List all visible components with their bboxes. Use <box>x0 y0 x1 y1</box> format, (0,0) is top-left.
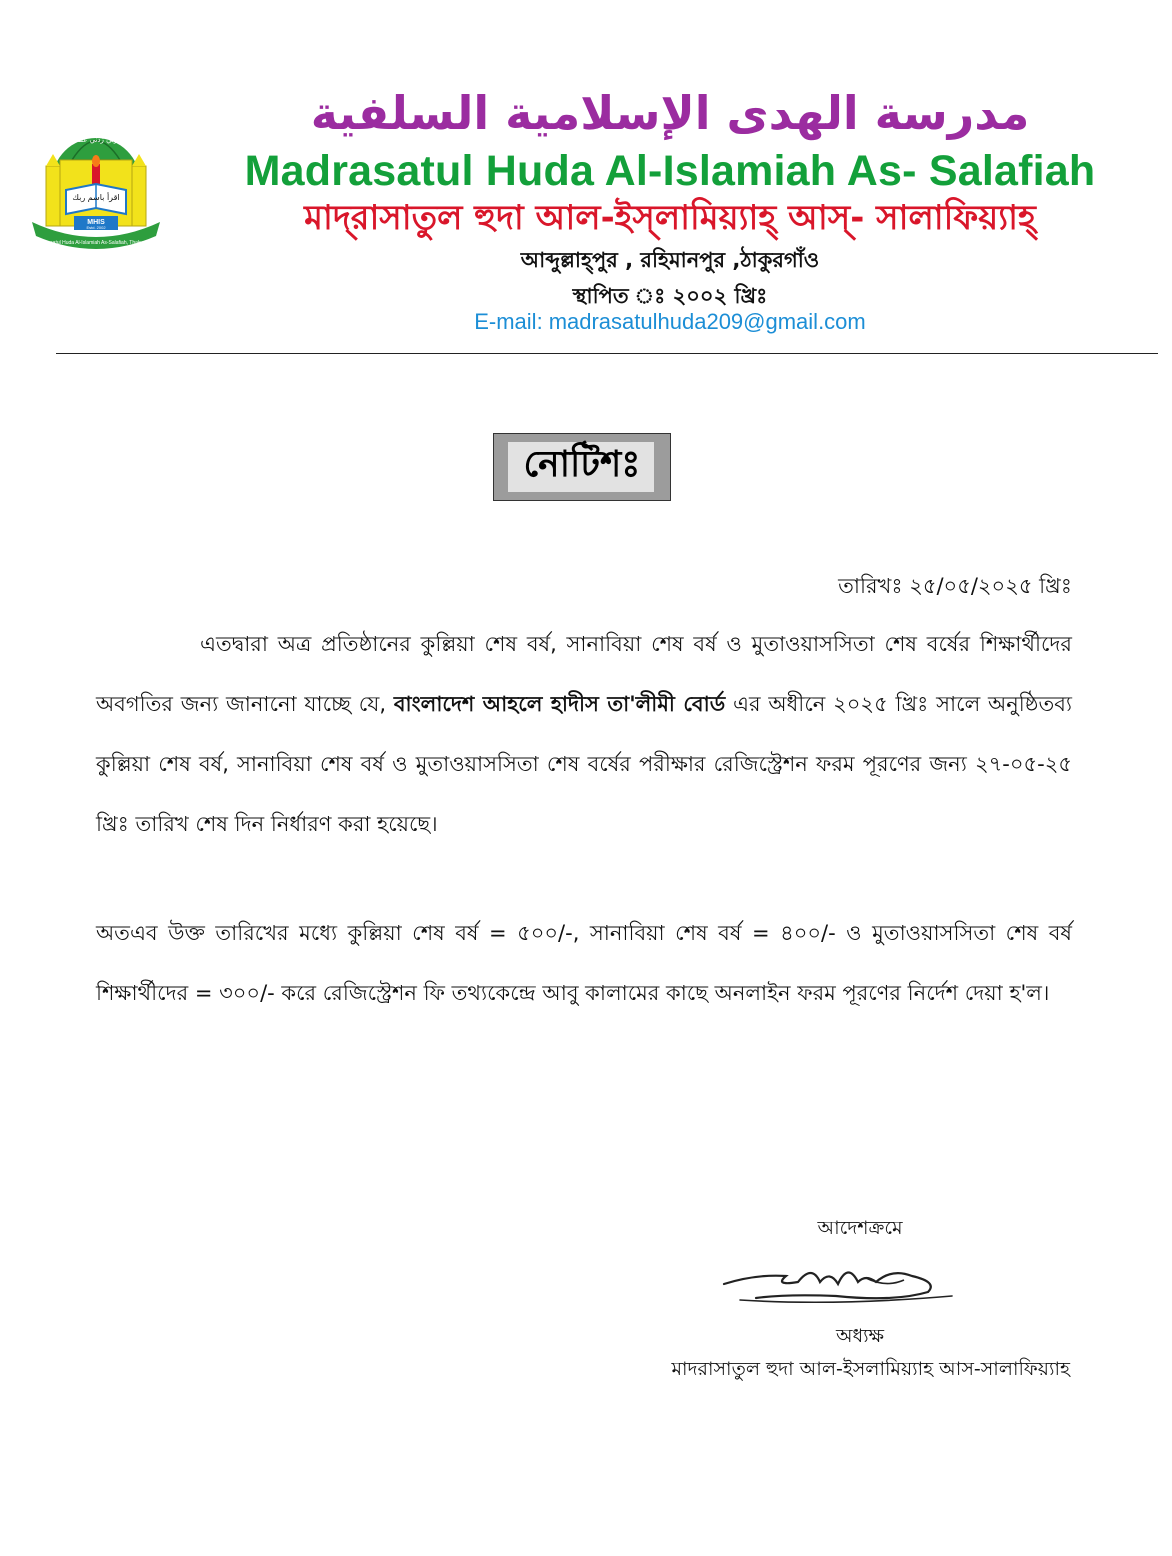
svg-text:Estd. 2002: Estd. 2002 <box>86 225 106 230</box>
notice-date: তারিখঃ ২৫/০৫/২০২৫ খ্রিঃ <box>838 574 1072 598</box>
signature-icon <box>716 1252 956 1312</box>
email-line <box>380 309 960 335</box>
svg-text:Madrasatul Huda Al-Islamiah As: Madrasatul Huda Al-Islamiah As-Salafiah, Thakurgaon <box>36 240 156 246</box>
madrasa-emblem-icon <box>30 120 162 252</box>
principal-institution: মাদরাসাতুল হুদা আল-ইসলামিয়্যাহ আস-সালাফিয়্যাহ <box>671 1358 1070 1380</box>
svg-text:اقرأ باسم ربك: اقرأ باسم ربك <box>72 193 120 202</box>
address: আব্দুল্লাহ্‌পুর , রহিমানপুর ,ঠাকুরগাঁও <box>520 248 820 272</box>
notice-heading: নোটিশঃ <box>523 444 641 485</box>
arabic-title: مدرسة الهدى الإسلامية السلفية <box>310 86 1030 140</box>
header-divider <box>56 353 1158 354</box>
notice-heading-box <box>493 433 671 501</box>
email-label: E-mail: <box>474 309 543 334</box>
board-name: বাংলাদেশ আহলে হাদীস তা'লীমী বোর্ড <box>393 692 726 716</box>
bengali-title: মাদ্‌রাসাতুল হুদা আল-ইস্‌লামিয়্যাহ্‌ আস্‌- সালাফিয়্যাহ্‌ <box>304 198 1036 238</box>
notice-paragraph-2: অতএব উক্ত তারিখের মধ্যে কুল্লিয়া শেষ বর্ষ = ৫০০/-, সানাবিয়া শেষ বর্ষ = ৪০০/- ও মুতাওয়াসসিতা শেষ বর্ষ শিক্ষার্থীদের = ৩০০/- করে রেজিস্ট্রেশন ফি তথ্যকেন্দ্রে আবু কালামের কাছে অনলাইন ফরম পূরণের নির্দেশ দেয়া হ'ল। <box>96 921 1072 1005</box>
svg-text:MHIS: MHIS <box>87 219 105 226</box>
principal-title: অধ্যক্ষ <box>835 1325 884 1347</box>
english-title: Madrasatul Huda Al-Islamiah As- Salafiah <box>244 147 1096 195</box>
established-year: স্থাপিত ঃ ২০০২ খ্রিঃ <box>572 284 768 308</box>
svg-text:ربي زدني علما: ربي زدني علما <box>74 136 118 144</box>
email-address[interactable]: madrasatulhuda209@gmail.com <box>548 309 866 334</box>
para1-text-a: এতদ্বারা অত্র প্রতিষ্ঠানের কুল্লিয়া শেষ বর্ষ, সানাবিয়া শেষ বর্ষ ও মুতাওয়াসসিতা শেষ বর্ষের শিক্ষার্থীদের অবগতির জন্য জানানো যাচ্ছে যে, <box>96 632 1072 716</box>
order-label: আদেশক্রমে <box>817 1217 903 1239</box>
para1-text-b: এর অধীনে ২০২৫ খ্রিঃ সালে অনুষ্ঠিতব্য কুল্লিয়া শেষ বর্ষ, সানাবিয়া শেষ বর্ষ ও মুতাওয়াসসিতা শেষ বর্ষের পরীক্ষার রেজিস্ট্রেশন ফরম পূরণের জন্য ২৭-০৫-২৫ খ্রিঃ তারিখ শেষ দিন নির্ধারণ করা হয়েছে। <box>96 692 1072 836</box>
notice-paragraph-1 <box>96 614 1072 854</box>
